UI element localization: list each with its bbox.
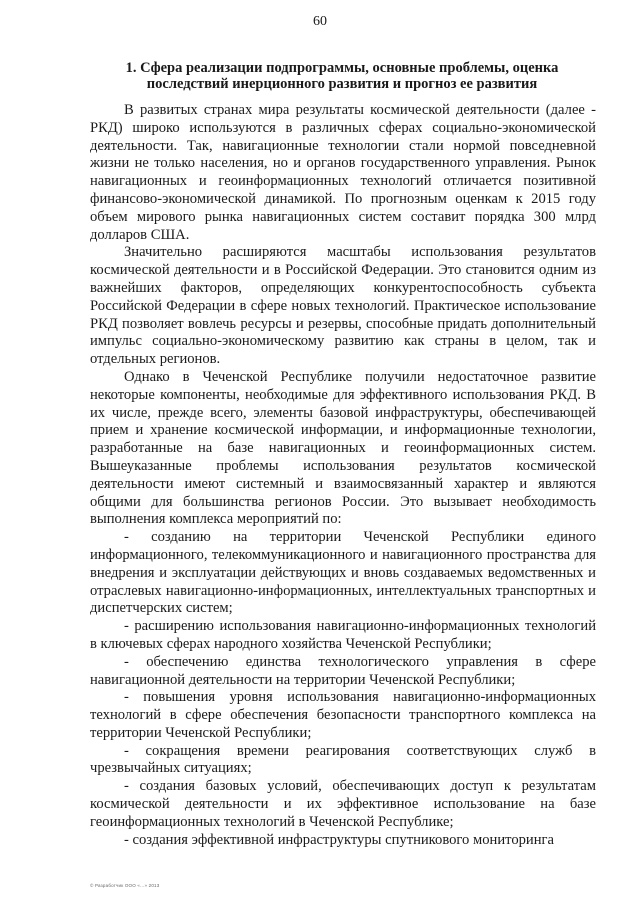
body-text xyxy=(90,102,596,849)
list-item: - создания базовых условий, обеспечивающих доступ к результатам космической деятельности и их эффективное использование на базе геоинформационных технологий в Чеченской Республике; xyxy=(90,778,596,830)
section-heading: 1. Сфера реализации подпрограммы, основные проблемы, оценка последствий инерционного развития и прогноз ее развития xyxy=(125,60,559,92)
list-item: - сокращения времени реагирования соответствующих служб в чрезвычайных ситуациях; xyxy=(90,742,596,777)
list-item: - созданию на территории Чеченской Республики единого информационного, телекоммуникационного и навигационного пространства для внедрения и эксплуатации действующих и вновь создаваемых ведомственных и отраслевых навигационно-информационных, интеллектуальных транспортных и диспетчерских систем; xyxy=(90,529,596,617)
paragraph: Однако в Чеченской Республике получили недостаточное развитие некоторые компоненты, необходимые для эффективного использования РКД. В их числе, прежде всего, элементы базовой инфраструктуры, обеспечивающей прием и хранение космической информации, и информационные технологии, разработанные на базе навигационных и геоинформационных систем. Вышеуказанные проблемы использования результатов космической деятельности имеют системный и взаимосвязанный характер и являются общими для большинства регионов России. Это вызывает необходимость выполнения комплекса мероприятий по: xyxy=(90,368,596,528)
paragraph: Значительно расширяются масштабы использования результатов космической деятельности и в Российской Федерации. Это становится одним из важнейших факторов, определяющих конкурентоспособность субъекта Российской Федерации в сфере новых технологий. Практическое использование РКД позволяет вовлечь ресурсы и резервы, способные придать дополнительный импульс социально-экономическому развитию как страны в целом, так и отдельных регионов. xyxy=(90,244,596,368)
paragraph: В развитых странах мира результаты космической деятельности (далее - РКД) широко используются в различных сферах социально-экономической деятельности. Так, навигационные технологии стали нормой повседневной жизни не только населения, но и органов государственного управления. Рынок навигационных и геоинформационных технологий отличается позитивной финансово-экономической динамикой. По прогнозным оценкам к 2015 году объем мирового рынка навигационных систем составит порядка 300 млрд долларов США. xyxy=(90,102,596,243)
footer-note: © Разработчик ООО «...» 2013 xyxy=(90,883,160,888)
list-item: - создания эффективной инфраструктуры спутникового мониторинга xyxy=(124,831,555,848)
page-number: 60 xyxy=(313,14,327,29)
list-item: - расширению использования навигационно-информационных технологий в ключевых сферах народного хозяйства Чеченской Республики; xyxy=(90,618,596,652)
list-item: - повышения уровня использования навигационно-информационных технологий в сфере обеспечения безопасности транспортного комплекса на территории Чеченской Республики; xyxy=(90,689,596,741)
list-item: - обеспечению единства технологического управления в сфере навигационной деятельности на территории Чеченской Республики; xyxy=(90,653,596,688)
